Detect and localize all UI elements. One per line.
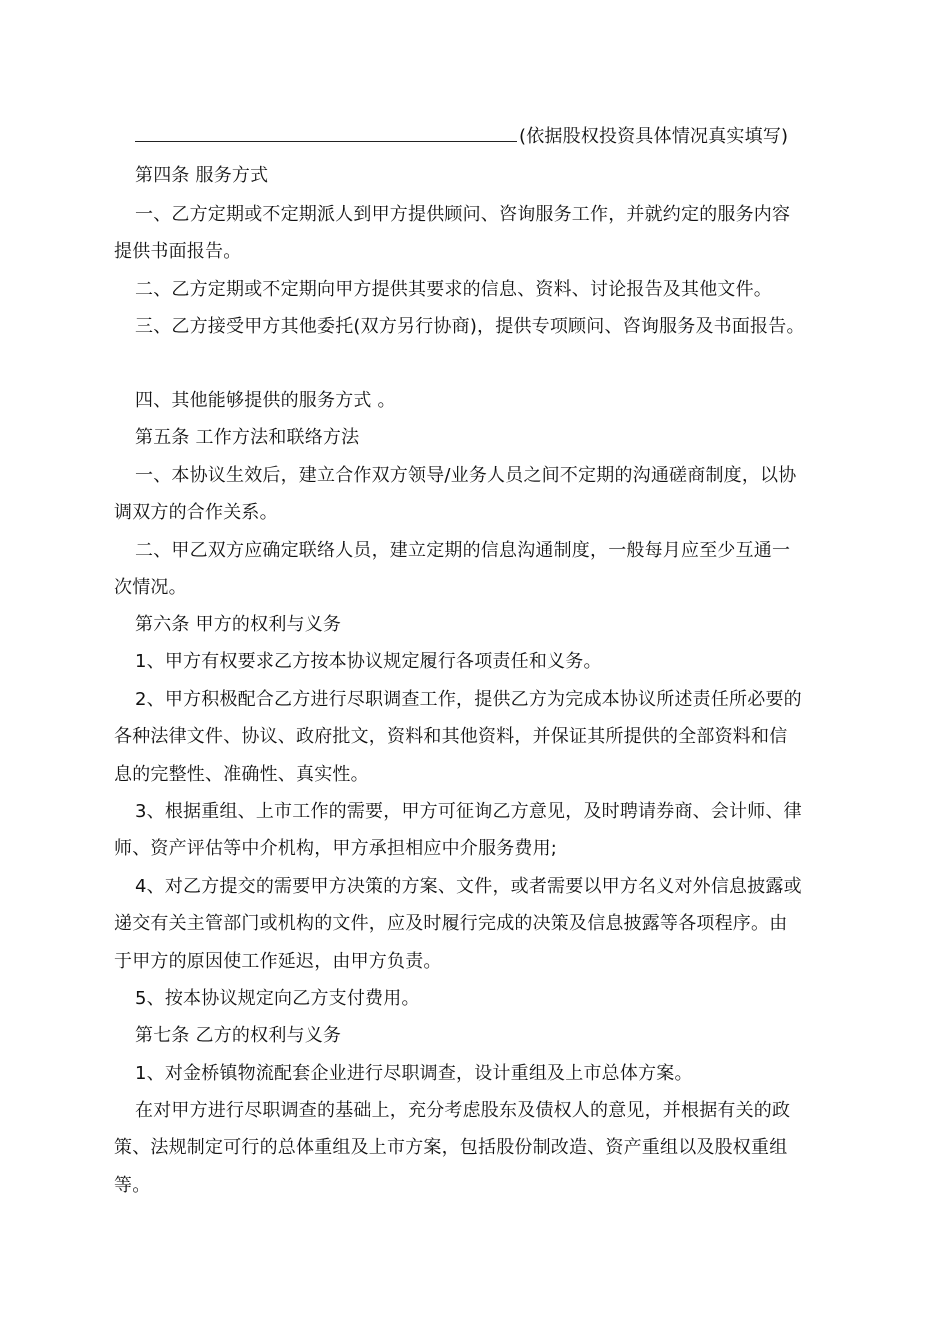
paragraph-line: 于甲方的原因使工作延迟，由甲方负责。: [114, 951, 442, 972]
fill-in-note: (依据股权投资具体情况真实填写): [519, 126, 789, 147]
article-4-heading: 第四条 服务方式: [135, 165, 269, 186]
paragraph-line: 2、甲方积极配合乙方进行尽职调查工作，提供乙方为完成本协议所述责任所必要的: [135, 689, 802, 710]
paragraph-line: 在对甲方进行尽职调查的基础上，充分考虑股东及债权人的意见，并根据有关的政: [135, 1100, 791, 1121]
paragraph-line: 次情况。: [114, 577, 187, 598]
paragraph-line: 1、甲方有权要求乙方按本协议规定履行各项责任和义务。: [135, 651, 602, 672]
paragraph-line: 息的完整性、准确性、真实性。: [114, 764, 369, 785]
paragraph-line: 二、甲乙双方应确定联络人员，建立定期的信息沟通制度，一般每月应至少互通一: [135, 540, 791, 561]
paragraph-line: 1、对金桥镇物流配套企业进行尽职调查，设计重组及上市总体方案。: [135, 1063, 693, 1084]
paragraph-line: 等。: [114, 1175, 151, 1196]
article-5-heading: 第五条 工作方法和联络方法: [135, 427, 360, 448]
paragraph-line: 4、对乙方提交的需要甲方决策的方案、文件，或者需要以甲方名义对外信息披露或: [135, 876, 802, 897]
article-6-heading: 第六条 甲方的权利与义务: [135, 614, 342, 635]
fill-in-blank[interactable]: [135, 127, 517, 142]
paragraph-line: 调双方的合作关系。: [114, 502, 278, 523]
paragraph-line: 递交有关主管部门或机构的文件，应及时履行完成的决策及信息披露等各项程序。由: [114, 913, 788, 934]
article-7-heading: 第七条 乙方的权利与义务: [135, 1025, 342, 1046]
paragraph-line: 二、乙方定期或不定期向甲方提供其要求的信息、资料、讨论报告及其他文件。: [135, 279, 772, 300]
paragraph-line: 策、法规制定可行的总体重组及上市方案，包括股份制改造、资产重组以及股权重组: [114, 1137, 788, 1158]
paragraph-line: 一、乙方定期或不定期派人到甲方提供顾问、咨询服务工作，并就约定的服务内容: [135, 204, 791, 225]
paragraph-line: 5、按本协议规定向乙方支付费用。: [135, 988, 420, 1009]
paragraph-line: 提供书面报告。: [114, 241, 242, 262]
paragraph-line: 一、本协议生效后，建立合作双方领导/业务人员之间不定期的沟通磋商制度，以协: [135, 465, 797, 486]
paragraph-line: 3、根据重组、上市工作的需要，甲方可征询乙方意见，及时聘请券商、会计师、律: [135, 801, 802, 822]
paragraph-line: 师、资产评估等中介机构，甲方承担相应中介服务费用;: [114, 838, 558, 859]
paragraph-line: 四、其他能够提供的服务方式 。: [135, 390, 396, 411]
fill-in-line: [135, 125, 875, 149]
paragraph-line: 三、乙方接受甲方其他委托(双方另行协商)，提供专项顾问、咨询服务及书面报告。: [135, 316, 805, 337]
paragraph-line: 各种法律文件、协议、政府批文，资料和其他资料，并保证其所提供的全部资料和信: [114, 726, 788, 747]
